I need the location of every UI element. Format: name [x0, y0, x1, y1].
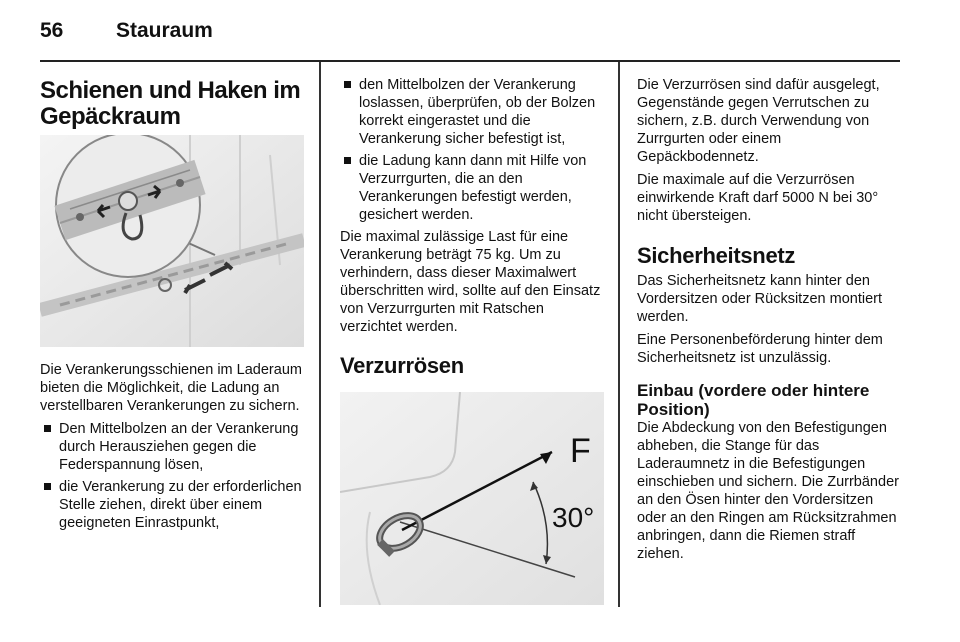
column-2	[340, 76, 604, 378]
list-item: die Verankerung zu der erforderlichen Stelle ziehen, direkt über einem geeigneten Einrastpunkt,	[40, 478, 304, 532]
lashing-eyes-purpose: Die Verzurrösen sind dafür ausgelegt, Gegenstände gegen Verrutschen zu sichern, z.B. durch Verwendung von Zurrgurten oder einem Gepäckbodennetz.	[637, 77, 880, 165]
angle-label: 30°	[552, 502, 595, 533]
safety-net-warning: Eine Personenbeförderung hinter dem Sicherheitsnetz ist unzulässig.	[637, 332, 883, 366]
column-divider-2	[618, 62, 620, 607]
safety-net-mounting: Das Sicherheitsnetz kann hinter den Vordersitzen oder Rücksitzen montiert werden.	[637, 273, 882, 325]
lashing-eye-illustration	[340, 392, 604, 605]
rails-intro: Die Verankerungsschienen im Laderaum bieten die Möglichkeit, die Ladung an verstellbaren Verankerungen zu sichern.	[40, 362, 302, 414]
rails-heading: Schienen und Haken im Gepäckraum	[40, 77, 301, 130]
section-title: Stauraum	[116, 19, 213, 42]
installation-text: Die Abdeckung von den Befestigungen abheben, die Stange für das Laderaumnetz in die Befestigungen einschieben und sichern. Die Zurrbänder an den Ösen hinter den Vordersitzen oder an den Ringen am Rücksitzrahmen anbringen, dann die Riemen straff ziehen.	[637, 420, 899, 562]
column-divider-1	[319, 62, 321, 607]
page-header	[40, 19, 213, 43]
rails-steps-list-continued	[340, 76, 604, 224]
force-label: F	[570, 432, 591, 470]
column-1-text	[40, 361, 304, 532]
safety-net-heading: Sicherheitsnetz	[637, 243, 796, 268]
list-item: die Ladung kann dann mit Hilfe von Verzurrgurten, die an den Verankerungen befestigt werden, gesichert werden.	[340, 152, 604, 224]
lashing-eyes-max-force: Die maximale auf die Verzurrösen einwirkende Kraft darf 5000 N bei 30° nicht übersteigen.	[637, 172, 879, 224]
rail-illustration	[40, 135, 304, 347]
center-bolt	[119, 192, 137, 210]
installation-heading: Einbau (vordere oder hintere Position)	[637, 381, 870, 419]
column-3	[637, 76, 903, 563]
page-number: 56	[40, 19, 64, 42]
rails-steps-list	[40, 420, 304, 532]
lashing-eyes-heading: Verzurrösen	[340, 353, 464, 378]
list-item: den Mittelbolzen der Verankerung loslassen, überprüfen, ob der Bolzen korrekt eingerastet und die Verankerung sicher befestigt ist,	[340, 76, 604, 148]
column-1	[40, 62, 304, 130]
list-item: Den Mittelbolzen an der Verankerung durch Herausziehen gegen die Federspannung lösen,	[40, 420, 304, 474]
max-load-text: Die maximal zulässige Last für eine Verankerung beträgt 75 kg. Um zu verhindern, dass dieser Maximalwert überschritten wird, sollte auf den Einsatz von Verzurrgurten mit Ratschen verzichtet werden.	[340, 229, 601, 335]
